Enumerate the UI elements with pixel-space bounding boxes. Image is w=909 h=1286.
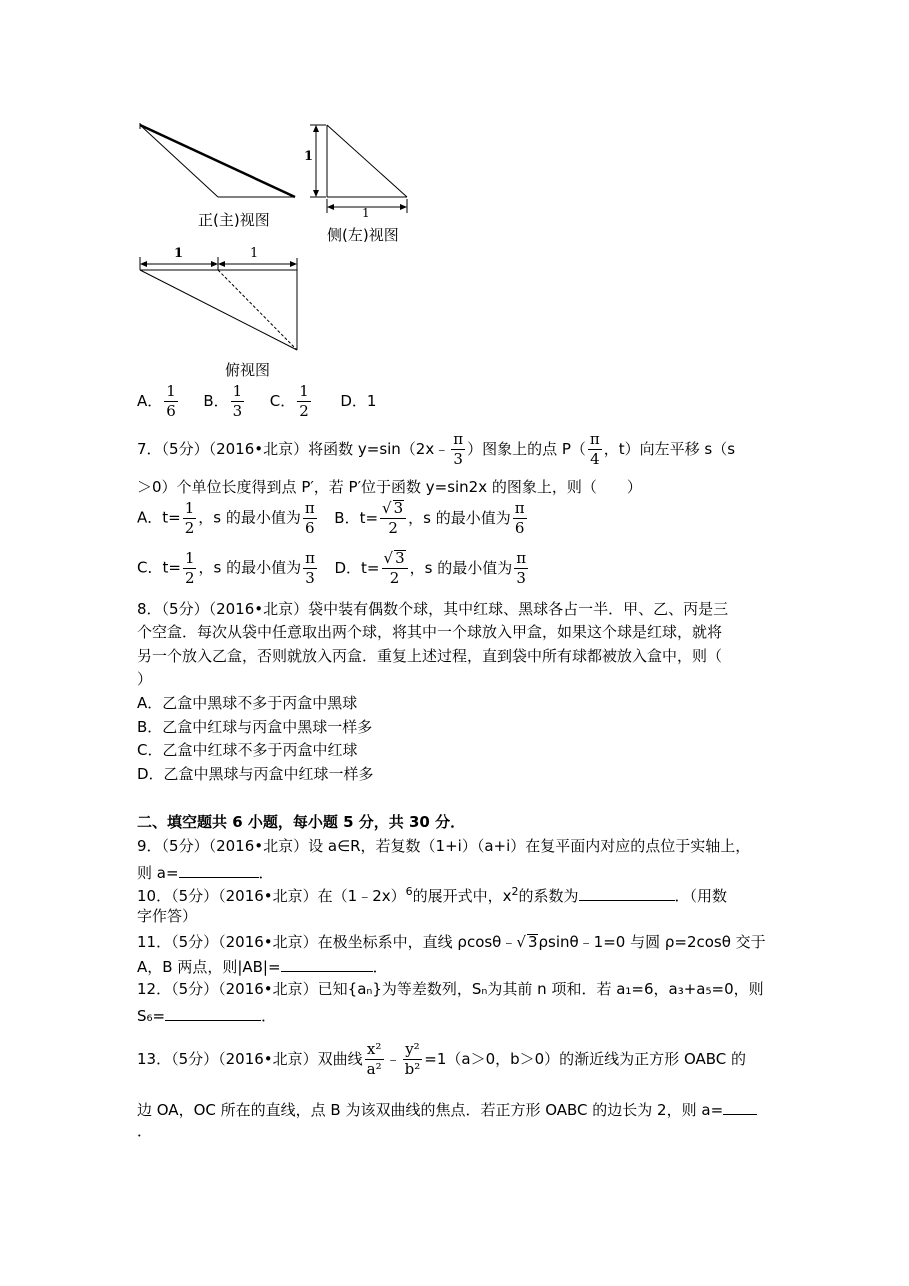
q7-option-b: B．t= $\frac{√ 3}{2}$ ，s 的最小值为 $\frac{\pi}{6}$ bbox=[334, 498, 525, 537]
q12-line2: S₆= ． bbox=[137, 1007, 277, 1025]
q13-line1: 13．（5分）（2016•北京）双曲线 $\frac{\text{x²}}{\text{a²}}$ ﹣ $\frac{\text{y²}}{\text{b²}}$ =1（a＞0，b＞0）的渐近线为正方形 OABC 的 bbox=[137, 1040, 747, 1078]
q8-option-b: B．乙盒中红球与丙盒中黑球一样多 bbox=[137, 718, 373, 736]
q10-line1: 10．（5分）（2016•北京）在（1﹣2x）$^6$的展开式中，$x^2$的系数为 ．（用数 bbox=[137, 885, 728, 905]
q8-option-a: A．乙盒中黑球不多于丙盒中黑球 bbox=[137, 694, 358, 712]
q9-answer-blank[interactable] bbox=[179, 863, 259, 878]
q13-line3: ． bbox=[137, 1122, 153, 1140]
q7-option-d: D．t= $\frac{√ 3}{2}$ ，s 的最小值为 $\frac{\pi}{3}$ bbox=[334, 548, 527, 587]
side-view-width-label: 1 bbox=[362, 206, 370, 220]
top-view-left-dim-label: 1 bbox=[174, 246, 184, 261]
q12-line1: 12．（5分）（2016•北京）已知{aₙ}为等差数列，Sₙ为其前 n 项和．若 a₁=6，a₃+a₅=0，则 bbox=[137, 980, 764, 998]
q6-options bbox=[137, 384, 376, 419]
q10-line2: 字作答） bbox=[137, 907, 198, 925]
q8-option-d: D．乙盒中黑球与丙盒中红球一样多 bbox=[137, 765, 374, 783]
top-view-label: 俯视图 bbox=[225, 361, 271, 379]
q8-line1: 8．（5分）（2016•北京）袋中装有偶数个球，其中红球、黑球各占一半．甲、乙、丙是三 bbox=[137, 600, 729, 618]
section-heading: 二、填空题共 6 小题，每小题 5 分，共 30 分． bbox=[137, 813, 466, 831]
q11-line2: A，B 两点，则|AB|= ． bbox=[137, 958, 388, 976]
q8-line3: 另一个放入乙盒，否则就放入丙盒．重复上述过程，直到袋中所有球都被放入盒中，则（ bbox=[137, 647, 723, 665]
side-view-drawing bbox=[310, 125, 407, 213]
side-view-label: 侧(左)视图 bbox=[327, 226, 399, 244]
q7-line2: ＞0）个单位长度得到点 P′，若 P′位于函数 y=sin2x 的图象上，则（ ） bbox=[137, 478, 642, 496]
q8-option-c: C．乙盒中红球不多于丙盒中红球 bbox=[137, 741, 358, 759]
q7-line1: 7．（5分）（2016•北京）将函数 y=sin（2x﹣ $\frac{\pi}{3}$ ）图象上的点 P（ $\frac{\pi}{4}$ ，t）向左平移 s（s bbox=[137, 430, 736, 468]
q8-line4: ） bbox=[137, 670, 153, 688]
q10-answer-blank[interactable] bbox=[579, 886, 675, 901]
q6-option-d: D．1 bbox=[340, 392, 377, 410]
side-view-height-label: 1 bbox=[304, 149, 314, 164]
q6-option-b: B． $\frac{1}{3}$ bbox=[203, 382, 243, 420]
front-view-drawing bbox=[140, 123, 295, 197]
q9-line1: 9．（5分）（2016•北京）设 a∈R，若复数（1+i）（a+i）在复平面内对应的点位于实轴上， bbox=[137, 837, 751, 855]
top-view-right-dim-label: 1 bbox=[250, 246, 259, 261]
q6-option-a: A． $\frac{1}{6}$ bbox=[137, 382, 176, 420]
front-view-label: 正(主)视图 bbox=[198, 211, 270, 229]
q6-option-c: C． $\frac{1}{2}$ bbox=[269, 382, 309, 420]
q8-line2: 个空盒．每次从袋中任意取出两个球，将其中一个球放入甲盒，如果这个球是红球，就将 bbox=[137, 623, 723, 641]
q13-answer-blank[interactable] bbox=[723, 1100, 757, 1115]
q9-line2: 则 a= ． bbox=[137, 864, 274, 882]
q7-option-a: A．t= $\frac{1}{2}$ ，s 的最小值为 $\frac{\pi}{6}$ B．t= $\frac{√ 3}{2}$ ，s 的最小值为 $\frac{\pi}{6}$ bbox=[137, 500, 529, 536]
q11-answer-blank[interactable] bbox=[281, 957, 373, 972]
q12-answer-blank[interactable] bbox=[165, 1006, 261, 1021]
q13-line2: 边 OA，OC 所在的直线，点 B 为该双曲线的焦点．若正方形 OABC 的边长为 2，则 a= bbox=[137, 1100, 757, 1118]
q7-option-c: C．t= $\frac{1}{2}$ ，s 的最小值为 $\frac{\pi}{3}$ D．t= $\frac{√ 3}{2}$ ，s 的最小值为 $\frac{\pi}{3}$ bbox=[137, 550, 530, 586]
q11-line1: 11．（5分）（2016•北京）在极坐标系中，直线 ρcosθ﹣√ 3ρsinθ﹣1=0 与圆 ρ=2cosθ 交于 bbox=[137, 933, 766, 951]
top-view-drawing bbox=[140, 257, 297, 350]
